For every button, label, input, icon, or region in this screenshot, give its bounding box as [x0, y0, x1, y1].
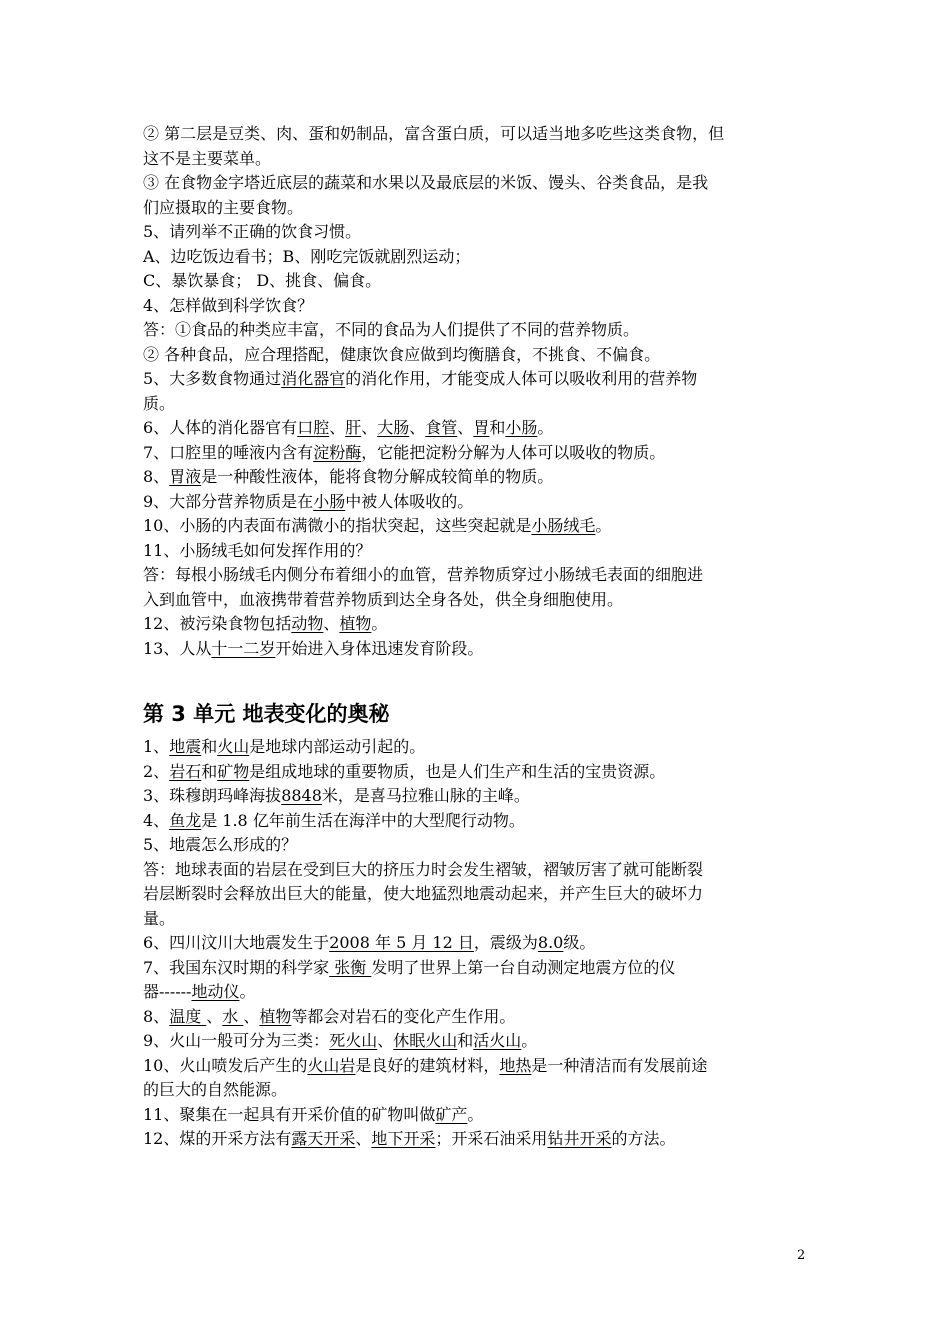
text-line [143, 784, 823, 809]
underlined-answer: 肝 [345, 418, 362, 437]
underlined-answer: 火山 [217, 737, 250, 756]
text-segment: 。 [371, 614, 388, 633]
underlined-answer: 食管 [425, 418, 458, 437]
text-line [143, 833, 823, 858]
text-segment: 4、 [143, 810, 170, 830]
text-segment: ② 第二层是豆类、肉、蛋和奶制品，富含蛋白质，可以适当地多吃些这类食物，但 [143, 124, 725, 143]
text-line [143, 294, 823, 319]
text-line [143, 760, 823, 785]
text-line [143, 147, 823, 172]
text-line [143, 931, 823, 956]
page-number: 2 [797, 1248, 806, 1263]
text-segment: 答：地球表面的岩层在受到巨大的挤压力时会发生褶皱，褶皱厉害了就可能断裂 [143, 859, 704, 879]
underlined-answer: 露天开采 [291, 1129, 356, 1148]
text-line [143, 980, 823, 1005]
underlined-answer: 消化器官 [281, 369, 346, 388]
underlined-answer: 2008 年 5 月 12 日 [329, 933, 474, 952]
underlined-answer: 地动仪 [191, 982, 240, 1001]
text-line [143, 1103, 823, 1128]
text-segment: ② 各种食品，应合理搭配，健康饮食应做到均衡膳食，不挑食、不偏食。 [143, 344, 661, 364]
text-segment: 是地球内部运动引起的。 [249, 737, 426, 756]
text-segment: A、边吃饭边看书；B、刚吃完饭就剧烈运动； [143, 246, 471, 266]
text-segment: 是一种清洁而有发展前途 [531, 1055, 708, 1075]
text-segment: 岩层断裂时会释放出巨大的能量，使大地猛烈地震动起来，并产生巨大的破坏力 [143, 884, 704, 903]
text-line [143, 735, 823, 760]
text-segment: 们应摄取的主要食物。 [143, 197, 304, 217]
underlined-answer: 植物 [339, 614, 372, 633]
text-line [143, 637, 823, 662]
underlined-answer: 休眠火山 [393, 1031, 458, 1050]
text-segment: 10、火山喷发后产生的 [143, 1055, 308, 1075]
underlined-answer: 地热 [499, 1055, 532, 1075]
text-line [143, 245, 823, 270]
underlined-answer: 口腔 [297, 418, 330, 437]
text-segment: ，震级为 [473, 933, 538, 952]
text-line [143, 907, 823, 932]
text-line [143, 171, 823, 196]
text-line [143, 612, 823, 637]
text-segment: 的方法。 [611, 1129, 676, 1148]
text-segment: 1、 [143, 737, 170, 756]
underlined-answer: 大肠 [377, 418, 410, 437]
text-segment: 8、 [143, 1006, 170, 1026]
text-segment: 12、被污染食物包括 [143, 614, 292, 633]
text-segment: 、 [355, 1129, 372, 1148]
text-segment: 。 [595, 516, 612, 535]
text-line [143, 539, 823, 564]
text-segment: 这不是主要菜单。 [143, 148, 272, 168]
underlined-answer: 鱼龙 [169, 810, 202, 830]
text-segment: 等都会对岩石的变化产生作用。 [291, 1006, 516, 1026]
underlined-answer: 十一二岁 [211, 638, 276, 658]
underlined-answer: 小肠 [313, 491, 346, 511]
text-line [143, 1078, 823, 1103]
text-segment: 3、珠穆朗玛峰海拔 [143, 786, 282, 805]
underlined-answer: 地下开采 [371, 1129, 436, 1148]
text-segment: 5、地震怎么形成的？ [143, 835, 298, 854]
underlined-answer: 胃液 [169, 467, 202, 486]
text-line [143, 441, 823, 466]
section-digestion-notes [143, 122, 823, 661]
text-segment: 米，是喜马拉雅山脉的主峰。 [321, 786, 530, 805]
text-line [143, 318, 823, 343]
underlined-answer: 小肠 [505, 418, 538, 437]
document-page [143, 122, 823, 1152]
text-line [143, 269, 823, 294]
underlined-answer: 矿产 [435, 1104, 468, 1124]
text-segment: 发明了世界上第一台自动测定地震方位的仪 [371, 957, 676, 977]
underlined-answer: 淀粉酶 [313, 442, 362, 462]
text-segment: 入到血管中，血液携带着营养物质到达全身各处，供全身细胞使用。 [143, 589, 624, 609]
text-line [143, 490, 823, 515]
text-segment: 是组成地球的重要物质，也是人们生产和生活的宝贵资源。 [249, 761, 666, 781]
text-segment: 和 [457, 1031, 474, 1050]
underlined-answer: 胃 [473, 418, 490, 437]
underlined-answer: 张衡 [329, 957, 372, 977]
text-segment: 的巨大的自然能源。 [143, 1080, 288, 1099]
text-segment: 答：①食品的种类应丰富，不同的食品为人们提供了不同的营养物质。 [143, 320, 640, 339]
text-segment: 是一种酸性液体，能将食物分解成较简单的物质。 [201, 467, 554, 486]
text-segment: 5、请列举不正确的饮食习惯。 [143, 222, 362, 241]
text-line [143, 1029, 823, 1054]
text-segment: 。 [467, 1104, 484, 1124]
text-line [143, 956, 823, 981]
text-segment: 、 [206, 1006, 223, 1026]
text-line [143, 343, 823, 368]
text-segment: 10、小肠的内表面布满微小的指状突起，这些突起就是 [143, 516, 532, 535]
text-segment: 是 1.8 亿年前生活在海洋中的大型爬行动物。 [201, 810, 525, 830]
text-line [143, 858, 823, 883]
text-line [143, 882, 823, 907]
text-segment: 中被人体吸收的。 [345, 491, 474, 511]
text-segment: 7、我国东汉时期的科学家 [143, 957, 330, 977]
text-segment: 6、四川汶川大地震发生于 [143, 933, 330, 952]
text-line [143, 514, 823, 539]
underlined-answer: 地震 [169, 737, 202, 756]
text-segment: 9、火山一般可分为三类： [143, 1031, 330, 1050]
underlined-answer: 8848 [281, 786, 322, 805]
text-segment: 、 [377, 1031, 394, 1050]
underlined-answer: 钻井开采 [547, 1129, 612, 1148]
text-line [143, 588, 823, 613]
text-line [143, 392, 823, 417]
text-segment: 。 [239, 982, 256, 1001]
text-segment: 和 [489, 418, 506, 437]
text-segment: 11、小肠绒毛如何发挥作用的？ [143, 540, 372, 560]
text-line [143, 563, 823, 588]
text-segment: 2、 [143, 761, 170, 781]
text-segment: 9、大部分营养物质是在 [143, 491, 314, 511]
underlined-answer: 动物 [291, 614, 324, 633]
underlined-answer: 岩石 [169, 761, 202, 781]
text-segment: 、 [361, 418, 378, 437]
text-segment: 质。 [143, 393, 176, 413]
section-earth-surface-notes [143, 735, 823, 1152]
text-segment: 级。 [563, 933, 596, 952]
text-line [143, 465, 823, 490]
text-segment: 和 [201, 737, 218, 756]
underlined-answer: 温度 [169, 1006, 207, 1026]
text-segment: 是良好的建筑材料， [355, 1055, 500, 1075]
text-line [143, 809, 823, 834]
text-line [143, 1054, 823, 1079]
underlined-answer: 8.0 [537, 933, 564, 952]
text-segment: 。 [537, 418, 554, 437]
text-segment: 量。 [143, 908, 176, 928]
underlined-answer: 死火山 [329, 1031, 378, 1050]
text-line [143, 122, 823, 147]
text-segment: 、 [329, 418, 346, 437]
text-segment: 。 [521, 1031, 538, 1050]
text-segment: 和 [201, 761, 218, 781]
unit-heading: 第 3 单元 地表变化的奥秘 [143, 702, 390, 726]
text-segment: 11、聚集在一起具有开采价值的矿物叫做 [143, 1104, 436, 1124]
text-segment: C、暴饮暴食； D、挑食、偏食。 [143, 271, 382, 290]
text-segment: 、 [457, 418, 474, 437]
text-segment: 开始进入身体迅速发育阶段。 [275, 638, 484, 658]
text-line [143, 367, 823, 392]
text-segment: 7、口腔里的唾液内含有 [143, 442, 314, 462]
text-segment: 答：每根小肠绒毛内侧分布着细小的血管，营养物质穿过小肠绒毛表面的细胞进 [143, 565, 704, 584]
text-segment: 、 [409, 418, 426, 437]
text-segment: 8、 [143, 467, 170, 486]
text-segment: 、 [323, 614, 340, 633]
text-line [143, 1127, 823, 1152]
underlined-answer: 植物 [259, 1006, 292, 1026]
underlined-answer: 水 [222, 1006, 244, 1026]
text-segment: 6、人体的消化器官有 [143, 418, 298, 437]
text-line [143, 196, 823, 221]
text-segment: ，它能把淀粉分解为人体可以吸收的物质。 [361, 442, 666, 462]
underlined-answer: 矿物 [217, 761, 250, 781]
text-line [143, 1005, 823, 1030]
text-segment: 、 [243, 1006, 260, 1026]
text-segment: ③ 在食物金字塔近底层的蔬菜和水果以及最底层的米饭、馒头、谷类食品，是我 [143, 173, 709, 192]
text-segment: 12、煤的开采方法有 [143, 1129, 292, 1148]
text-segment: ；开采石油采用 [435, 1129, 548, 1148]
underlined-answer: 火山岩 [307, 1055, 356, 1075]
text-line [143, 220, 823, 245]
text-segment: 4、怎样做到科学饮食？ [143, 295, 314, 315]
text-line [143, 416, 823, 441]
underlined-answer: 活火山 [473, 1031, 522, 1050]
underlined-answer: 小肠绒毛 [531, 516, 596, 535]
text-segment: 器------ [143, 982, 192, 1001]
text-segment: 5、大多数食物通过 [143, 369, 282, 388]
text-segment: 的消化作用，才能变成人体可以吸收利用的营养物 [345, 369, 698, 388]
text-segment: 13、人从 [143, 638, 212, 658]
